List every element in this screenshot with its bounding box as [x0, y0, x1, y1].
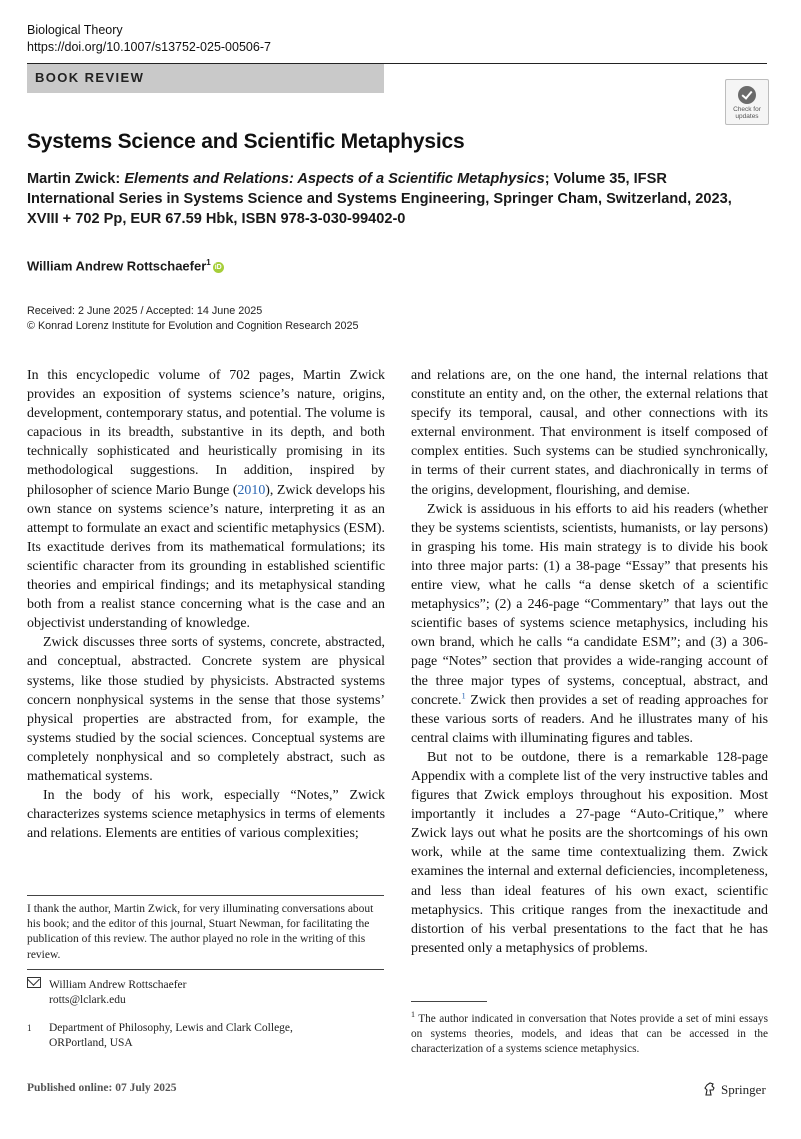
paragraph: But not to be outdone, there is a remarkable 128-page Appendix with a complete list of the very instructive tables and figures that Zwick employs throughout his exposition. Most importantly it includes a 27-page “Auto-Critique,” where Zwick lays out what he posits are the shortcomings of his own work, while at the same time contextualizing them. Zwick examines the internal and external deficiencies, incompleteness, and less than ideal features of his own exact, scientific metaphysics. This critique ranges from the inexactitude and distortion of his verbal presentations to the fact that he has presented only a metaphysics of problems.	[411, 749, 768, 956]
check-updates-line2: updates	[735, 113, 759, 120]
publisher-name: Springer	[721, 1082, 766, 1097]
footnote-text: The author indicated in conversation that Notes provide a set of mini essays on systems theories, models, and ideas that can be accessed in the characterization of a systems science metaphysics.	[411, 1012, 768, 1055]
paragraph: In the body of his work, especially “Notes,” Zwick characterizes systems science metaphysics in terms of elements and relations. Elements are entities of various complexities;	[27, 788, 385, 842]
journal-name: Biological Theory	[27, 23, 123, 37]
footnote-rule	[27, 895, 384, 896]
paragraph: and relations are, on the one hand, the internal relations that constitute an entity and, on the other, the external relations that specify its temporal, causal, and other connections with its external environment. That environment is itself composed of complex entities. Such systems can be studied synchronically, in terms of their current states, and diachronically in terms of the origins, development, flourishing, and demise.	[411, 368, 768, 498]
author-affil-sup: 1	[206, 258, 211, 267]
paragraph: In this encyclopedic volume of 702 pages, Martin Zwick provides an exposition of systems science’s nature, origins, development, contemporary status, and potential. The volume is capacious in its breadth, substantive in its depth, and both technically sophisticated and heuristically promising in its methodological suggestions. In addition, inspired by philosopher of science Mario Bunge (2010), Zwick develops his own stance on systems science’s nature, interpreting it as an attempt to formulate an exact and scientific metaphysics (ESM). Its exactitude derives from its mathematical formulations; its scientific character from its grounding in established scientific theories and empirical findings; and its metaphysical standing both from a realist stance concerning what is the case and an objectivist understanding of knowledge.	[27, 368, 386, 632]
paragraph: Zwick is assiduous in his efforts to aid his readers (whether they be systems scientists, scientists, humanists, or lay persons) in grasping his tome. His main strategy is to divide his book into three major parts: (1) a 38-page “Essay” that presents his entire view, what he calls “a dense sketch of a scientific metaphysics”; (2) a 246-page “Commentary” that lays out the scientific bases of systems science metaphysics, including his own brand, which he calls “a candidate ESM”; and (3) a 306-page “Notes” section that provides a wide-ranging account of the three major types of systems, conceptual, abstract, and concrete.$^1$ Zwick then provides a set of reading approaches for these various sorts of readers. And he illustrates many of his central claims with illuminating figures and tables.	[411, 501, 768, 746]
article-dates	[27, 304, 358, 334]
book-details: ; Volume 35, IFSR International Series in Systems Science and Systems Engineering, Springer Cham, Switzerland, 2023, XVIII + 702 Pp, EUR 67.59 Hbk, ISBN 978-3-030-99402-0	[27, 171, 732, 227]
springer-horse-icon	[703, 1082, 717, 1096]
acknowledgment: I thank the author, Martin Zwick, for very illuminating conversations about his book; and the editor of this journal, Stuart Newman, for facilitating the publication of this review. The author played no role in the writing of this review.	[27, 903, 374, 961]
paragraph: Zwick discusses three sorts of systems, concrete, abstracted, and conceptual, abstracted. Concrete system are physical systems, like those studied by physicists. Abstracted systems concern nonphysical systems in the sense that those systems’ physical properties are abstracted from, for example, the systems studied by the social sciences. Conceptual systems are completely nonphysical and so completely abstract, such as mathematical systems.	[27, 635, 385, 784]
article-title: Systems Science and Scientific Metaphysics	[27, 130, 465, 153]
section-label: BOOK REVIEW	[35, 70, 145, 85]
affiliation	[27, 1021, 384, 1051]
footnote-number: 1	[411, 1010, 415, 1019]
check-icon	[738, 86, 756, 104]
book-author: Martin Zwick:	[27, 171, 125, 187]
author-name[interactable]: William Andrew Rottschaefer	[27, 258, 207, 274]
orcid-icon[interactable]: iD	[214, 264, 222, 272]
affil-number: 1	[27, 1023, 32, 1033]
corresponding-author	[27, 977, 384, 1008]
publisher-logo[interactable]	[703, 1082, 766, 1098]
received-accepted: Received: 2 June 2025 / Accepted: 14 June 2025	[27, 305, 263, 317]
journal-header	[27, 22, 271, 56]
body-column-right	[411, 366, 768, 958]
book-title: Elements and Relations: Aspects of a Scientific Metaphysics	[124, 171, 545, 187]
copyright: © Konrad Lorenz Institute for Evolution and Cognition Research 2025	[27, 320, 359, 332]
citation-link[interactable]: 2010	[237, 482, 266, 498]
doi-link[interactable]: https://doi.org/10.1007/s13752-025-00506-7	[27, 40, 271, 54]
footnote-rule	[27, 969, 384, 970]
footnote	[411, 1007, 768, 1057]
check-for-updates-badge[interactable]	[725, 79, 769, 125]
affil-line2: ORPortland, USA	[49, 1037, 133, 1050]
affil-line1: Department of Philosophy, Lewis and Clark College,	[49, 1022, 293, 1034]
footnote-ref[interactable]: 1	[461, 689, 466, 700]
review-author	[27, 258, 224, 273]
mail-icon	[27, 977, 41, 988]
published-online: Published online: 07 July 2025	[27, 1082, 177, 1094]
contact-email[interactable]: rotts@lclark.edu	[49, 994, 126, 1007]
contact-name: William Andrew Rottschaefer	[49, 979, 187, 991]
book-citation	[27, 169, 747, 229]
footnote-rule	[411, 1001, 487, 1002]
check-updates-line1: Check for	[733, 106, 761, 113]
body-column-left	[27, 366, 385, 843]
